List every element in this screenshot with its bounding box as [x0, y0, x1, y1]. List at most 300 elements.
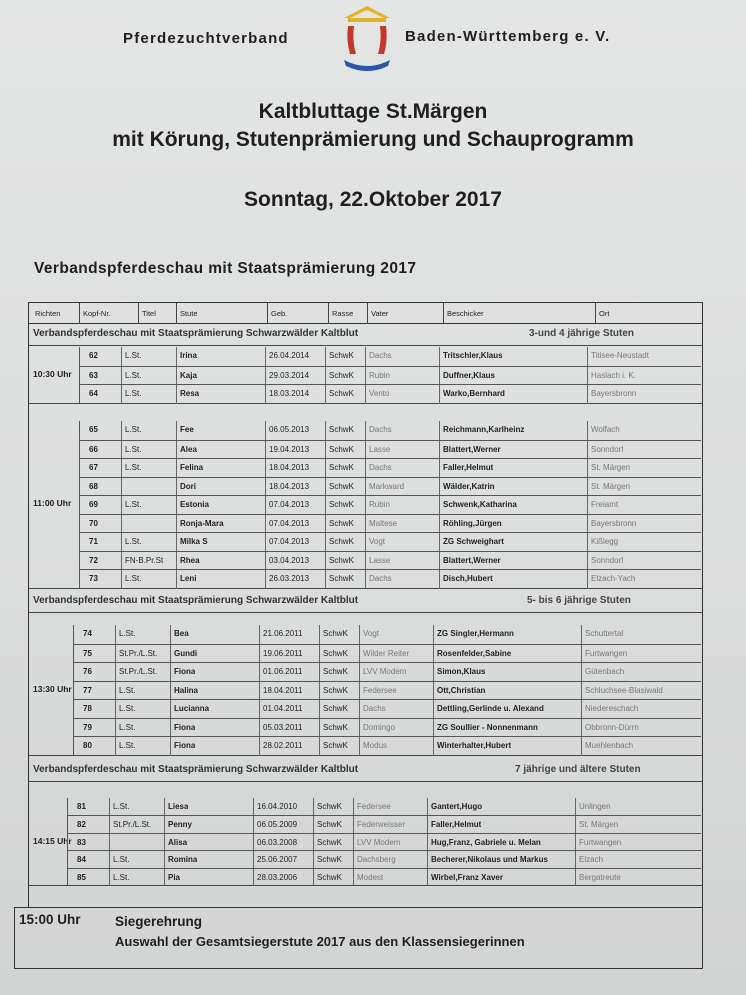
cell-divider	[115, 719, 116, 738]
cell-divider	[164, 851, 165, 868]
kopf-nr-cell: 82	[77, 820, 86, 830]
col-vater-header: Vater	[371, 309, 389, 318]
cell-divider	[176, 496, 177, 515]
vater-cell: LVV Modem	[357, 837, 401, 847]
cell-divider	[170, 719, 171, 738]
ceremony-box	[14, 907, 703, 969]
event-title-line1: Kaltbluttage St.Märgen	[258, 100, 488, 123]
cell-divider	[265, 478, 266, 497]
rasse-cell: SchwK	[317, 855, 342, 865]
cell-divider	[265, 367, 266, 386]
cell-divider	[313, 851, 314, 868]
column-divider	[138, 303, 139, 323]
rasse-cell: SchwK	[317, 837, 342, 847]
cell-divider	[164, 816, 165, 833]
cell-divider	[581, 682, 582, 701]
ort-cell: Bergatreute	[579, 872, 621, 882]
table-row	[73, 662, 701, 682]
beschicker-cell: Hug,Franz, Gabriele u. Melan	[431, 837, 541, 847]
beschicker-cell: Röhling,Jürgen	[443, 518, 502, 528]
kopf-nr-cell: 69	[89, 500, 98, 509]
ort-cell: Elzach	[579, 855, 604, 865]
stute-cell: Alisa	[168, 837, 188, 847]
beschicker-cell: Ott,Christian	[437, 685, 486, 695]
cell-divider	[439, 515, 440, 534]
cell-divider	[176, 552, 177, 571]
cell-divider	[575, 869, 576, 886]
cell-divider	[587, 478, 588, 497]
stute-cell: Liesa	[168, 802, 189, 811]
table-row	[79, 477, 701, 497]
ort-cell: Gütenbach	[585, 667, 625, 676]
cell-divider	[121, 459, 122, 478]
kopf-nr-cell: 77	[83, 685, 92, 695]
cell-divider	[121, 515, 122, 534]
beschicker-cell: Warko,Bernhard	[443, 389, 505, 398]
cell-divider	[121, 533, 122, 552]
vater-cell: Markward	[369, 481, 405, 491]
cell-divider	[265, 496, 266, 515]
vater-cell: Vogt	[369, 537, 386, 546]
cell-divider	[319, 645, 320, 664]
cell-divider	[115, 663, 116, 682]
cell-divider	[325, 515, 326, 534]
vater-cell: Dachs	[369, 425, 392, 434]
cell-divider	[121, 441, 122, 460]
cell-divider	[439, 441, 440, 460]
cell-divider	[265, 570, 266, 589]
cell-divider	[170, 645, 171, 664]
event-title-line2: mit Körung, Stutenprämierung und Schauprogramm	[112, 128, 634, 151]
table-row	[67, 850, 701, 868]
cell-divider	[587, 552, 588, 571]
cell-divider	[439, 533, 440, 552]
vater-cell: Lasse	[369, 444, 391, 454]
beschicker-cell: Disch,Hubert	[443, 574, 493, 583]
cell-divider	[587, 441, 588, 460]
stute-cell: Rhea	[180, 555, 200, 565]
rasse-cell: SchwK	[329, 389, 354, 398]
vater-cell: Dachs	[369, 463, 392, 472]
cell-divider	[575, 816, 576, 833]
kopf-nr-cell: 64	[89, 389, 98, 398]
cell-divider	[433, 682, 434, 701]
cell-divider	[115, 700, 116, 719]
cell-divider	[359, 625, 360, 644]
cell-divider	[253, 834, 254, 851]
beschicker-cell: Becherer,Nikolaus und Markus	[431, 855, 548, 865]
ort-cell: Sonndorf	[591, 444, 624, 454]
cell-divider	[121, 385, 122, 404]
cell-divider	[581, 625, 582, 644]
cell-divider	[265, 421, 266, 440]
vater-cell: Rubin	[369, 500, 390, 509]
vater-cell: Dachs	[369, 351, 392, 360]
table-row	[79, 495, 701, 515]
cell-divider	[325, 496, 326, 515]
ort-cell: Wolfach	[591, 425, 620, 434]
ort-cell: Niedereschach	[585, 704, 639, 713]
table-row	[67, 833, 701, 851]
beschicker-cell: Winterhalter,Hubert	[437, 741, 512, 750]
cell-divider	[115, 645, 116, 664]
cell-divider	[359, 737, 360, 756]
cell-divider	[265, 459, 266, 478]
col-rasse-header: Rasse	[332, 309, 354, 318]
cell-divider	[121, 552, 122, 571]
cell-divider	[587, 533, 588, 552]
titel-cell: L.St.	[125, 537, 142, 546]
titel-cell: L.St.	[113, 802, 130, 811]
kopf-nr-cell: 65	[89, 425, 98, 434]
table-row	[73, 718, 701, 738]
beschicker-cell: Rosenfelder,Sabine	[437, 648, 512, 658]
ort-cell: Titisee-Neustadt	[591, 351, 649, 360]
beschicker-cell: Duffner,Klaus	[443, 370, 496, 380]
col-richten-header: Richten	[35, 309, 61, 318]
vater-cell: Vogt	[363, 629, 380, 638]
kopf-nr-cell: 75	[83, 648, 92, 658]
section-header	[29, 590, 702, 613]
cell-divider	[176, 367, 177, 386]
titel-cell: St.Pr./L.St.	[119, 648, 158, 658]
rasse-cell: SchwK	[323, 704, 348, 713]
column-divider	[367, 303, 368, 323]
cell-divider	[365, 515, 366, 534]
table-row	[67, 798, 701, 815]
cell-divider	[115, 737, 116, 756]
kopf-nr-cell: 62	[89, 351, 98, 360]
cell-divider	[365, 570, 366, 589]
cell-divider	[439, 385, 440, 404]
col-ort-header: Ort	[599, 309, 610, 318]
cell-divider	[170, 700, 171, 719]
geb-cell: 25.06.2007	[257, 855, 298, 865]
cell-divider	[121, 478, 122, 497]
cell-divider	[581, 737, 582, 756]
rasse-cell: SchwK	[317, 802, 342, 811]
cell-divider	[581, 719, 582, 738]
cell-divider	[427, 834, 428, 851]
titel-cell: L.St.	[125, 444, 142, 454]
cell-divider	[365, 347, 366, 366]
stute-cell: Fiona	[174, 741, 196, 750]
rasse-cell: SchwK	[329, 537, 354, 546]
cell-divider	[121, 347, 122, 366]
cell-divider	[319, 625, 320, 644]
cell-divider	[587, 347, 588, 366]
cell-divider	[265, 533, 266, 552]
column-divider	[79, 303, 80, 323]
stute-cell: Fiona	[174, 722, 196, 732]
col-beschicker-header: Beschicker	[447, 309, 484, 318]
vater-cell: Federweisser	[357, 820, 406, 830]
cell-divider	[587, 367, 588, 386]
ort-cell: Freiamt	[591, 500, 619, 509]
geb-cell: 18.04.2011	[263, 685, 303, 695]
cell-divider	[109, 869, 110, 886]
geb-cell: 07.04.2013	[269, 500, 310, 509]
cell-divider	[433, 737, 434, 756]
cell-divider	[170, 663, 171, 682]
table-row	[79, 569, 701, 589]
cell-divider	[427, 816, 428, 833]
stute-cell: Pia	[168, 872, 181, 882]
cell-divider	[265, 441, 266, 460]
cell-divider	[587, 421, 588, 440]
section-title: Verbandspferdeschau mit Staatsprämierung Schwarzwälder Kaltblut	[33, 595, 359, 606]
cell-divider	[325, 552, 326, 571]
geb-cell: 06.05.2009	[257, 820, 298, 830]
cell-divider	[109, 798, 110, 815]
beschicker-cell: Faller,Helmut	[431, 820, 482, 830]
cell-divider	[176, 459, 177, 478]
rasse-cell: SchwK	[329, 481, 354, 491]
kopf-nr-cell: 63	[89, 370, 98, 380]
titel-cell: L.St.	[125, 425, 142, 434]
kopf-nr-cell: 70	[89, 518, 98, 528]
cell-divider	[325, 570, 326, 589]
cell-divider	[587, 385, 588, 404]
cell-divider	[176, 515, 177, 534]
geb-cell: 03.04.2013	[269, 555, 310, 565]
geb-cell: 19.04.2013	[269, 444, 310, 454]
stute-cell: Alea	[180, 444, 197, 454]
geb-cell: 29.03.2014	[269, 370, 310, 380]
section-age-class: 5- bis 6 jährige Stuten	[527, 595, 631, 606]
stute-cell: Kaja	[180, 370, 197, 380]
cell-divider	[433, 700, 434, 719]
ceremony-title: Siegerehrung	[115, 914, 203, 929]
cell-divider	[365, 385, 366, 404]
ort-cell: Muehlenbach	[585, 741, 634, 750]
titel-cell: L.St.	[113, 855, 130, 865]
vater-cell: Rubin	[369, 370, 390, 380]
stute-cell: Gundi	[174, 648, 198, 658]
cell-divider	[259, 663, 260, 682]
slot-time: 14:15 Uhr	[33, 835, 72, 846]
rasse-cell: SchwK	[329, 351, 354, 360]
cell-divider	[365, 552, 366, 571]
stute-cell: Dori	[180, 481, 196, 491]
table-row	[67, 868, 701, 886]
col-titel-header: Titel	[142, 309, 156, 318]
beschicker-cell: Wälder,Katrin	[443, 481, 495, 491]
stute-cell: Estonia	[180, 500, 209, 509]
table-row	[79, 514, 701, 534]
cell-divider	[433, 719, 434, 738]
column-divider	[176, 303, 177, 323]
kopf-nr-cell: 81	[77, 802, 86, 811]
titel-cell: FN-B.Pr.St	[125, 555, 164, 565]
vater-cell: Domingo	[363, 722, 396, 732]
table-row	[73, 644, 701, 664]
kopf-nr-cell: 66	[89, 444, 98, 454]
geb-cell: 16.04.2010	[257, 802, 298, 811]
time-slot-group	[29, 798, 702, 886]
cell-divider	[121, 367, 122, 386]
cell-divider	[325, 367, 326, 386]
rasse-cell: SchwK	[317, 820, 342, 830]
geb-cell: 05.03.2011	[263, 722, 303, 732]
table-row	[73, 681, 701, 701]
cell-divider	[325, 459, 326, 478]
kopf-nr-cell: 83	[77, 837, 86, 847]
section-title: Verbandspferdeschau mit Staatsprämierung Schwarzwälder Kaltblut	[33, 764, 359, 775]
titel-cell: L.St.	[125, 351, 142, 360]
cell-divider	[581, 700, 582, 719]
column-divider	[443, 303, 444, 323]
cell-divider	[319, 719, 320, 738]
cell-divider	[587, 570, 588, 589]
beschicker-cell: Schwenk,Katharina	[443, 500, 517, 509]
cell-divider	[365, 496, 366, 515]
cell-divider	[265, 515, 266, 534]
geb-cell: 18.04.2013	[269, 481, 310, 491]
cell-divider	[353, 834, 354, 851]
cell-divider	[121, 421, 122, 440]
geb-cell: 07.04.2013	[269, 537, 310, 546]
cell-divider	[587, 496, 588, 515]
rasse-cell: SchwK	[317, 872, 342, 882]
stute-cell: Bea	[174, 629, 189, 638]
cell-divider	[575, 834, 576, 851]
org-name-left: Pferdezuchtverband	[123, 30, 289, 47]
cell-divider	[439, 570, 440, 589]
ort-cell: Furtwangen	[585, 648, 628, 658]
cell-divider	[319, 682, 320, 701]
stute-cell: Fee	[180, 425, 194, 434]
cell-divider	[359, 682, 360, 701]
geb-cell: 26.03.2013	[269, 574, 310, 583]
beschicker-cell: Blattert,Werner	[443, 444, 501, 454]
cell-divider	[319, 737, 320, 756]
cell-divider	[259, 700, 260, 719]
ort-cell: Schluchsee-Blasiwald	[585, 685, 663, 695]
cell-divider	[325, 421, 326, 440]
rasse-cell: SchwK	[329, 555, 354, 565]
cell-divider	[259, 737, 260, 756]
cell-divider	[313, 816, 314, 833]
cell-divider	[365, 367, 366, 386]
titel-cell: L.St.	[119, 722, 136, 732]
cell-divider	[439, 552, 440, 571]
cell-divider	[170, 625, 171, 644]
cell-divider	[170, 682, 171, 701]
horse-association-logo-icon	[340, 4, 394, 72]
titel-cell: L.St.	[119, 629, 136, 638]
cell-divider	[176, 478, 177, 497]
cell-divider	[176, 570, 177, 589]
beschicker-cell: Blattert,Werner	[443, 555, 501, 565]
section-age-class: 3-und 4 jährige Stuten	[529, 328, 635, 339]
cell-divider	[587, 515, 588, 534]
vater-cell: Vento	[369, 389, 390, 398]
cell-divider	[325, 478, 326, 497]
beschicker-cell: Wirbel,Franz Xaver	[431, 872, 503, 882]
kopf-nr-cell: 72	[89, 555, 98, 565]
cell-divider	[433, 625, 434, 644]
titel-cell: St.Pr./L.St.	[113, 820, 152, 830]
cell-divider	[265, 385, 266, 404]
stute-cell: Leni	[180, 574, 197, 583]
section-header	[29, 759, 702, 782]
titel-cell: L.St.	[119, 685, 136, 695]
cell-divider	[575, 851, 576, 868]
table-row	[73, 699, 701, 719]
beschicker-cell: ZG Soullier - Nonnenmann	[437, 722, 538, 732]
titel-cell: L.St.	[125, 389, 142, 398]
titel-cell: St.Pr./L.St.	[119, 667, 158, 676]
cell-divider	[313, 834, 314, 851]
rasse-cell: SchwK	[329, 574, 354, 583]
section-age-class: 7 jährige und ältere Stuten	[515, 764, 641, 775]
cell-divider	[176, 385, 177, 404]
geb-cell: 18.03.2014	[269, 389, 310, 398]
cell-divider	[353, 851, 354, 868]
rasse-cell: SchwK	[329, 518, 354, 528]
titel-cell: L.St.	[125, 370, 142, 380]
stute-cell: Resa	[180, 389, 200, 398]
cell-divider	[325, 533, 326, 552]
titel-cell: L.St.	[125, 500, 142, 509]
cell-divider	[253, 851, 254, 868]
ort-cell: Bayersbronn	[591, 518, 637, 528]
stute-cell: Ronja-Mara	[180, 518, 224, 528]
geb-cell: 01.04.2011	[263, 704, 303, 713]
column-divider	[328, 303, 329, 323]
beschicker-cell: Simon,Klaus	[437, 667, 486, 676]
cell-divider	[109, 851, 110, 868]
vater-cell: Wilder Reiter	[363, 648, 410, 658]
rasse-cell: SchwK	[329, 425, 354, 434]
cell-divider	[313, 798, 314, 815]
cell-divider	[176, 347, 177, 366]
vater-cell: Lasse	[369, 555, 391, 565]
cell-divider	[325, 441, 326, 460]
time-slot-group	[29, 347, 702, 404]
cell-divider	[439, 367, 440, 386]
table-row	[79, 532, 701, 552]
stute-cell: Milka S	[180, 537, 208, 546]
table-row	[79, 551, 701, 571]
rasse-cell: SchwK	[329, 370, 354, 380]
cell-divider	[427, 851, 428, 868]
vater-cell: Federsee	[363, 685, 397, 695]
table-row	[67, 815, 701, 833]
vater-cell: LVV Modem	[363, 667, 407, 676]
kopf-nr-cell: 68	[89, 481, 98, 491]
cell-divider	[164, 798, 165, 815]
table-row	[79, 440, 701, 460]
cell-divider	[427, 869, 428, 886]
vater-cell: Modest	[357, 872, 384, 882]
ort-cell: St. Märgen	[591, 481, 631, 491]
rasse-cell: SchwK	[329, 500, 354, 509]
titel-cell: L.St.	[119, 704, 136, 713]
vater-cell: Dachs	[363, 704, 386, 713]
ort-cell: Bayersbronn	[591, 389, 637, 398]
table-row	[73, 625, 701, 644]
ceremony-time: 15:00 Uhr	[19, 912, 81, 927]
event-date: Sonntag, 22.Oktober 2017	[244, 188, 502, 211]
cell-divider	[115, 625, 116, 644]
letterhead	[0, 0, 746, 80]
ceremony-subtitle: Auswahl der Gesamtsiegerstute 2017 aus den Klassensiegerinnen	[115, 934, 525, 949]
cell-divider	[121, 570, 122, 589]
cell-divider	[313, 869, 314, 886]
cell-divider	[433, 645, 434, 664]
